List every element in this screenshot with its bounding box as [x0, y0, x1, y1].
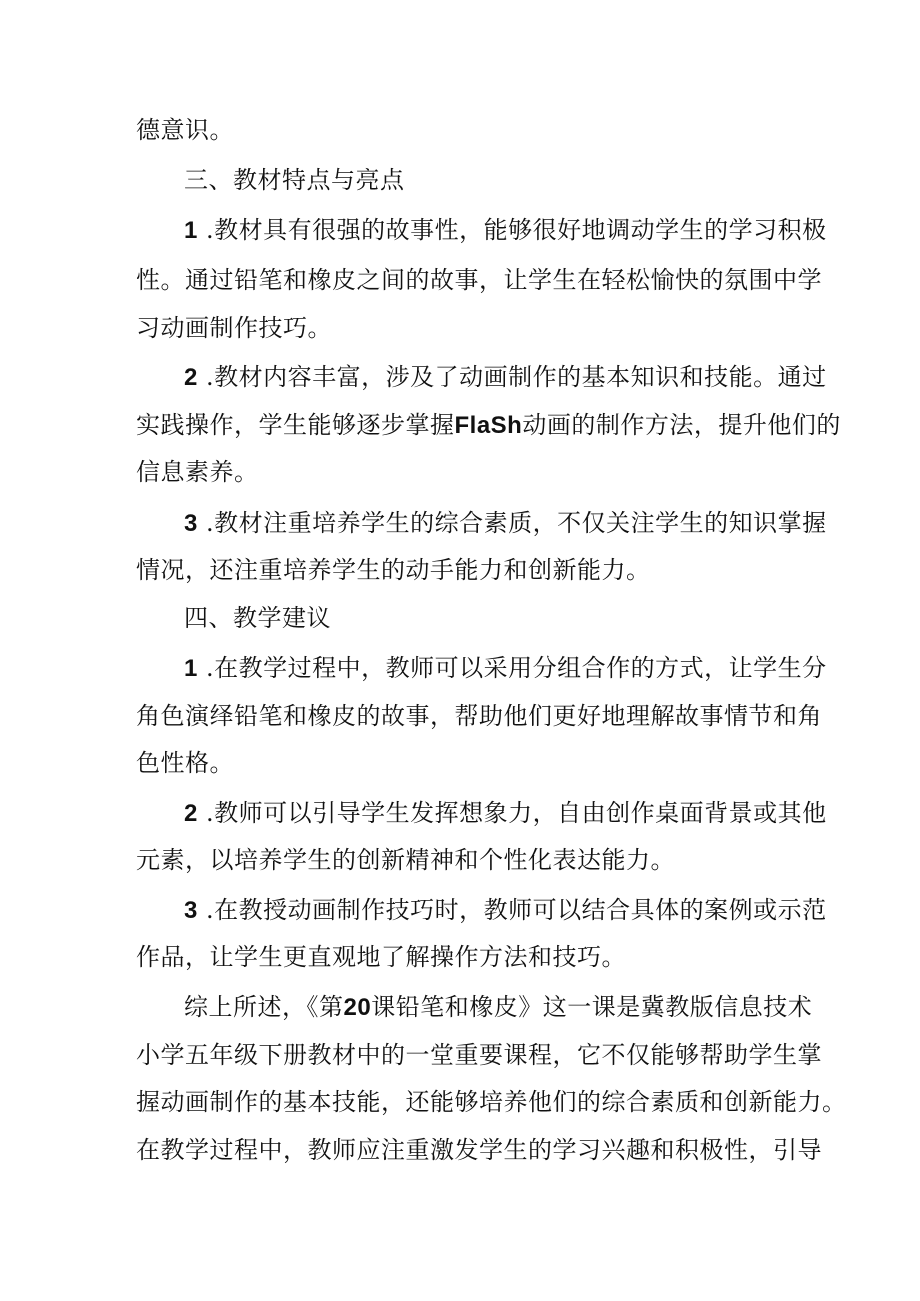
text-segment: 作品，让学生更直观地了解操作方法和技巧。 [136, 943, 626, 971]
text-segment: 三、教材特点与亮点 [184, 166, 405, 194]
text-segment: 情况，还注重培养学生的动手能力和创新能力。 [136, 556, 651, 584]
text-segment: 元素，以培养学生的创新精神和个性化表达能力。 [136, 846, 675, 874]
list-item [184, 648, 844, 688]
text-segment: 实践操作，学生能够逐步掌握 [136, 411, 455, 439]
text-segment: 性。通过铅笔和橡皮之间的故事，让学生在轻松愉快的氛围中学 [136, 266, 822, 294]
text-segment: .教师可以引导学生发挥想象力，自由创作桌面背景或其他 [206, 799, 827, 827]
text-segment: .在教授动画制作技巧时，教师可以结合具体的案例或示范 [206, 896, 827, 924]
text-line [136, 937, 796, 977]
text-segment: 习动画制作技巧。 [136, 314, 332, 342]
list-item [184, 503, 844, 543]
list-item [184, 210, 844, 250]
text-line [136, 452, 796, 492]
text-line [136, 550, 796, 590]
text-segment: 握动画制作的基本技能，还能够培养他们的综合素质和创新能力。 [136, 1088, 847, 1116]
text-line [136, 743, 796, 783]
text-segment: 四、教学建议 [184, 604, 331, 632]
text-line [136, 696, 822, 736]
list-number: 2 [184, 800, 198, 827]
text-line [136, 1082, 847, 1122]
text-segment: .教材具有很强的故事性，能够很好地调动学生的学习积极 [206, 216, 827, 244]
text-segment: 角色演绎铅笔和橡皮的故事，帮助他们更好地理解故事情节和角 [136, 702, 822, 730]
section-heading [184, 160, 844, 200]
text-line [136, 260, 822, 300]
list-number: 1 [184, 217, 198, 244]
text-line [136, 1035, 822, 1075]
text-line [136, 308, 796, 348]
text-segment: 动画的制作方法，提升他们的 [522, 411, 841, 439]
text-segment: 在教学过程中，教师应注重激发学生的学习兴趣和积极性，引导 [136, 1136, 822, 1164]
list-item [184, 357, 844, 397]
list-item [184, 890, 844, 930]
text-segment: 课铅笔和橡皮》这一课是冀教版信息技术 [371, 993, 813, 1021]
list-number: 3 [184, 510, 198, 537]
text-line [184, 987, 844, 1027]
text-segment: .教材内容丰富，涉及了动画制作的基本知识和技能。通过 [206, 363, 827, 391]
list-number: 3 [184, 897, 198, 924]
text-line [136, 405, 841, 445]
section-heading [184, 598, 844, 638]
text-segment: .在教学过程中，教师可以采用分组合作的方式，让学生分 [206, 654, 827, 682]
latin-term: FlaSh [454, 412, 523, 439]
text-segment: 信息素养。 [136, 458, 259, 486]
latin-term: 20 [343, 994, 372, 1021]
text-segment: .教材注重培养学生的综合素质，不仅关注学生的知识掌握 [206, 509, 827, 537]
list-number: 2 [184, 364, 198, 391]
text-line [136, 110, 796, 150]
text-segment: 德意识。 [136, 116, 234, 144]
list-number: 1 [184, 655, 198, 682]
text-line [136, 840, 796, 880]
text-segment: 综上所述，《第 [184, 993, 344, 1021]
text-segment: 小学五年级下册教材中的一堂重要课程，它不仅能够帮助学生掌 [136, 1041, 822, 1069]
text-segment: 色性格。 [136, 749, 234, 777]
text-line [136, 1130, 822, 1170]
list-item [184, 793, 844, 833]
